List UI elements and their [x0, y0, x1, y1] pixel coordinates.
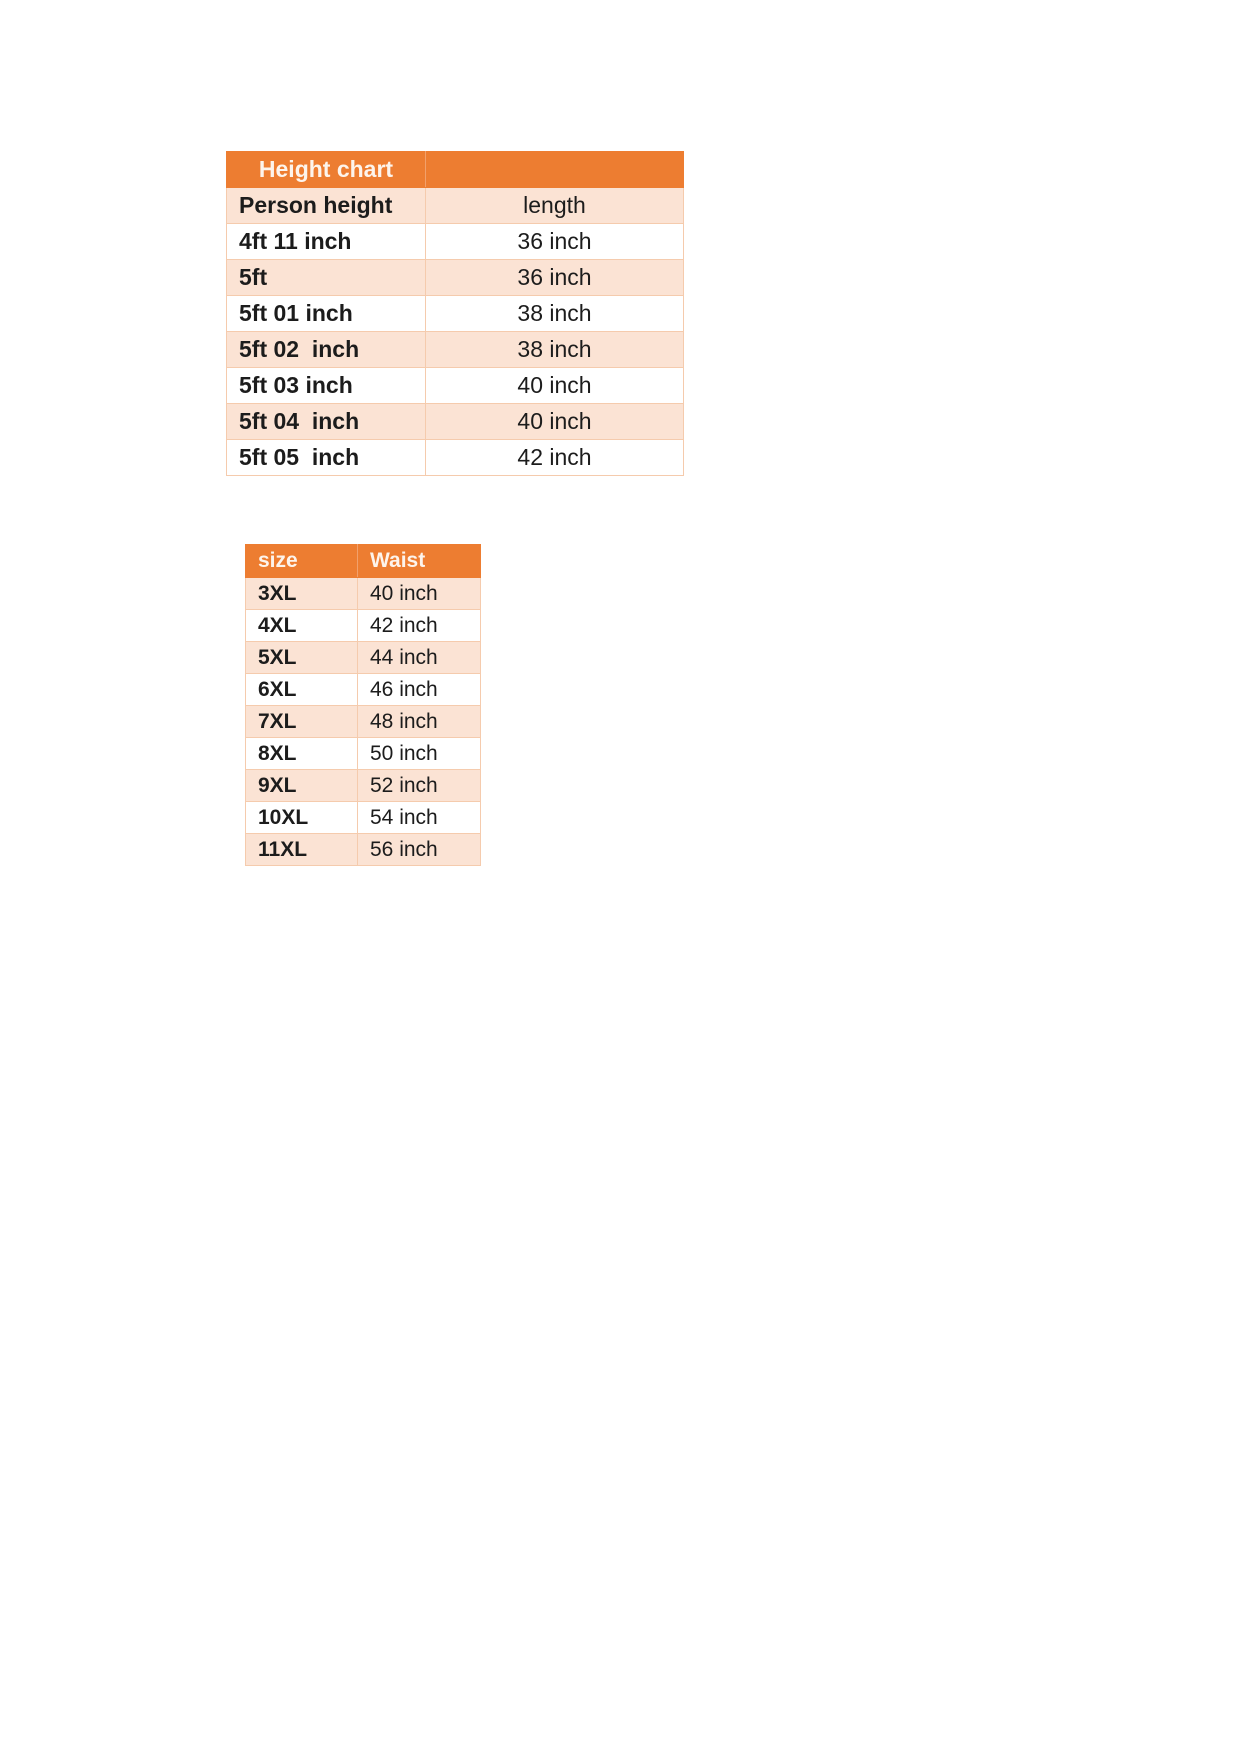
size-cell: 9XL	[246, 770, 358, 802]
size-cell: 8XL	[246, 738, 358, 770]
waist-cell: 44 inch	[358, 642, 481, 674]
length-cell: 36 inch	[426, 224, 684, 260]
person-height-cell: 5ft	[227, 260, 426, 296]
size-cell: 6XL	[246, 674, 358, 706]
size-table-row	[246, 642, 481, 674]
size-table-row	[246, 770, 481, 802]
waist-cell: 56 inch	[358, 834, 481, 866]
height-table-row	[227, 332, 684, 368]
person-height-cell: 5ft 01 inch	[227, 296, 426, 332]
length-cell: 38 inch	[426, 296, 684, 332]
size-cell: 7XL	[246, 706, 358, 738]
waist-cell: 46 inch	[358, 674, 481, 706]
length-cell: 36 inch	[426, 260, 684, 296]
waist-cell: 54 inch	[358, 802, 481, 834]
size-column-header: size	[246, 545, 358, 578]
size-table-row	[246, 802, 481, 834]
height-chart-title: Height chart	[227, 152, 426, 188]
size-table-row	[246, 674, 481, 706]
height-table-row	[227, 440, 684, 476]
length-cell: 38 inch	[426, 332, 684, 368]
waist-cell: 52 inch	[358, 770, 481, 802]
size-cell: 10XL	[246, 802, 358, 834]
size-waist-table	[245, 544, 481, 866]
length-cell: 40 inch	[426, 368, 684, 404]
person-height-cell: 5ft 05 inch	[227, 440, 426, 476]
person-height-cell: 5ft 02 inch	[227, 332, 426, 368]
waist-cell: 42 inch	[358, 610, 481, 642]
height-table-header-row	[227, 152, 684, 188]
height-table-row	[227, 368, 684, 404]
height-chart-title-spacer	[426, 152, 684, 188]
waist-cell: 40 inch	[358, 578, 481, 610]
size-table-row	[246, 738, 481, 770]
size-table-header-row	[246, 545, 481, 578]
height-chart-table	[226, 151, 684, 476]
height-table-columns-row	[227, 188, 684, 224]
height-table-row	[227, 404, 684, 440]
length-cell: 42 inch	[426, 440, 684, 476]
waist-cell: 48 inch	[358, 706, 481, 738]
size-cell: 5XL	[246, 642, 358, 674]
person-height-cell: 5ft 04 inch	[227, 404, 426, 440]
length-cell: 40 inch	[426, 404, 684, 440]
size-cell: 4XL	[246, 610, 358, 642]
size-table-row	[246, 578, 481, 610]
height-table-row	[227, 296, 684, 332]
person-height-cell: 4ft 11 inch	[227, 224, 426, 260]
size-table-row	[246, 706, 481, 738]
size-table-row	[246, 610, 481, 642]
length-column-header: length	[426, 188, 684, 224]
height-table-row	[227, 260, 684, 296]
size-table-row	[246, 834, 481, 866]
waist-cell: 50 inch	[358, 738, 481, 770]
height-table-row	[227, 224, 684, 260]
waist-column-header: Waist	[358, 545, 481, 578]
size-cell: 3XL	[246, 578, 358, 610]
size-cell: 11XL	[246, 834, 358, 866]
person-height-column-header: Person height	[227, 188, 426, 224]
person-height-cell: 5ft 03 inch	[227, 368, 426, 404]
